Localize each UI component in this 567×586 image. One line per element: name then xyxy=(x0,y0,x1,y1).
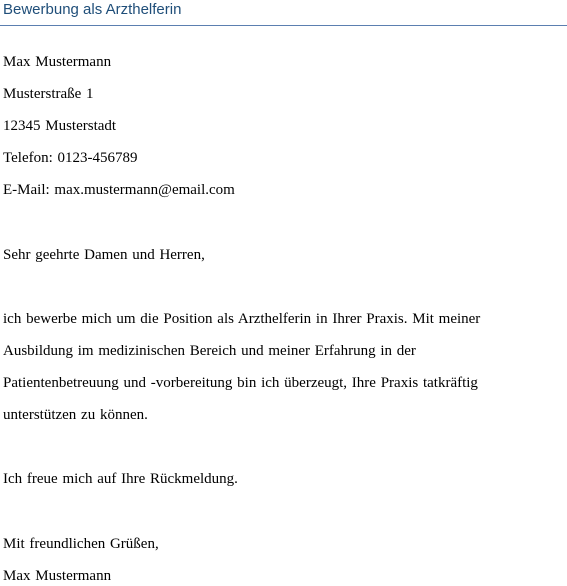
closing-sentence: Ich freue mich auf Ihre Rückmeldung. xyxy=(3,471,238,487)
body-line: Ausbildung im medizinischen Bereich und meiner Erfahrung in der xyxy=(3,343,416,359)
title-divider xyxy=(0,25,567,26)
document-title: Bewerbung als Arzthelferin xyxy=(3,1,182,18)
sender-city: 12345 Musterstadt xyxy=(3,118,117,134)
sender-phone: Telefon: 0123-456789 xyxy=(3,150,138,166)
closing-greeting: Mit freundlichen Grüßen, xyxy=(3,536,159,552)
salutation: Sehr geehrte Damen und Herren, xyxy=(3,247,205,263)
body-line: Patientenbetreuung und -vorbereitung bin ich überzeugt, Ihre Praxis tatkräftig xyxy=(3,375,478,391)
sender-name: Max Mustermann xyxy=(3,54,112,70)
signature-name: Max Mustermann xyxy=(3,568,112,584)
body-line: unterstützen zu können. xyxy=(3,407,148,423)
body-line: ich bewerbe mich um die Position als Arzthelferin in Ihrer Praxis. Mit meiner xyxy=(3,311,481,327)
sender-email: E-Mail: max.mustermann@email.com xyxy=(3,182,235,198)
sender-street: Musterstraße 1 xyxy=(3,86,94,102)
